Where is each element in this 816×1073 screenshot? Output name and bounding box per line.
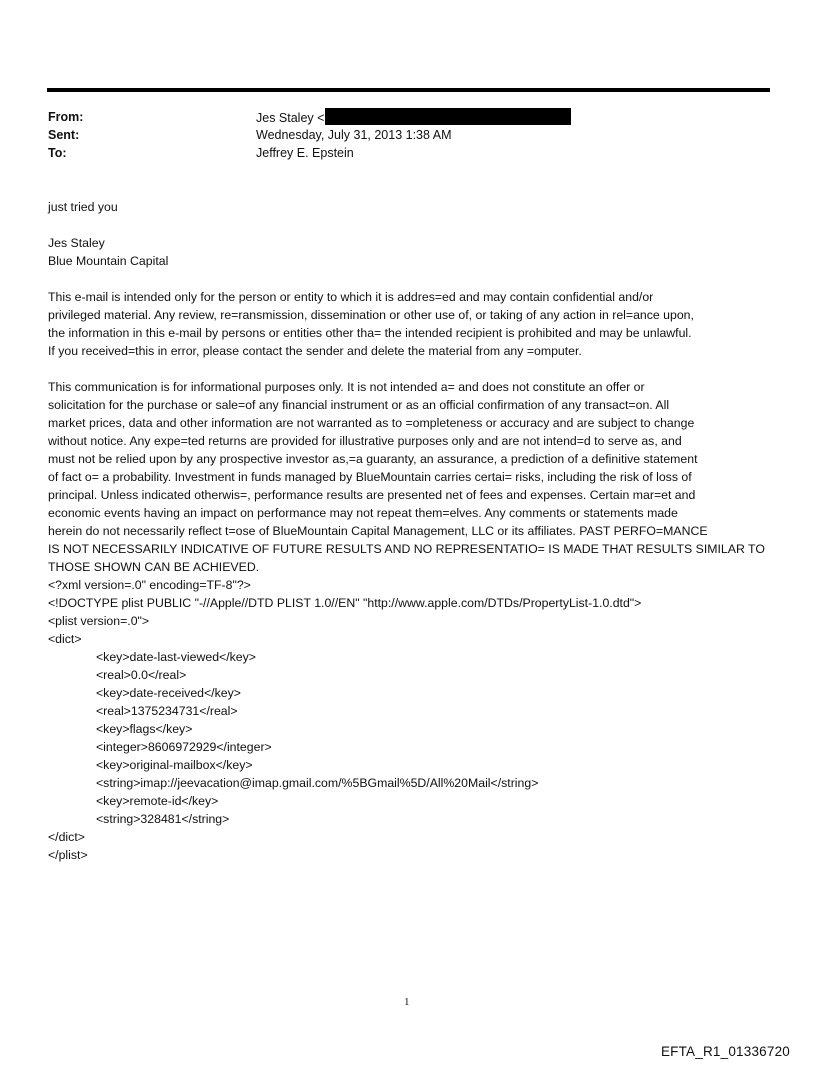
- disclaimer-line: IS NOT NECESSARILY INDICATIVE OF FUTURE RESULTS AND NO REPRESENTATIO= IS MADE THAT RESULTS SIMILAR TO: [48, 542, 765, 556]
- sent-label: Sent:: [48, 128, 80, 142]
- disclaimer-line: market prices, data and other information are not warranted as to =ompleteness or accuracy and are subject to change: [48, 416, 695, 430]
- to-label: To:: [48, 146, 67, 160]
- disclaimer-line: must not be relied upon by any prospective investor as,=a guaranty, an assurance, a prediction of a definitive statement: [48, 452, 698, 466]
- plist-open-tag: <plist version=.0">: [48, 614, 150, 628]
- plist-entry: <key>original-mailbox</key>: [96, 758, 253, 772]
- disclaimer-line: herein do not necessarily reflect t=ose of BlueMountain Capital Management, LLC or its affiliates. PAST PERFO=MANCE: [48, 524, 708, 538]
- header-rule: [47, 88, 770, 92]
- plist-entry: <key>date-last-viewed</key>: [96, 650, 256, 664]
- plist-entry: <real>0.0</real>: [96, 668, 187, 682]
- disclaimer-line: principal. Unless indicated otherwis=, performance results are presented net of fees and expenses. Certain mar=et and: [48, 488, 696, 502]
- plist-entry: <key>date-received</key>: [96, 686, 241, 700]
- page-number: 1: [404, 996, 410, 1008]
- from-label: From:: [48, 110, 84, 124]
- disclaimer-informational: [48, 378, 778, 864]
- plist-entry: <real>1375234731</real>: [96, 704, 238, 718]
- disclaimer-line: without notice. Any expe=ted returns are provided for illustrative purposes only and are not intend=d to serve as, and: [48, 434, 682, 448]
- disclaimer-line: economic events having an impact on performance may not repeat them=elves. Any comments or statements made: [48, 506, 678, 520]
- plist-doctype: <!DOCTYPE plist PUBLIC "-//Apple//DTD PLIST 1.0//EN" "http://www.apple.com/DTDs/PropertyList-1.0.dtd">: [48, 596, 642, 610]
- redaction-box: [325, 108, 571, 125]
- message-line: just tried you: [48, 200, 118, 214]
- plist-entry: <integer>8606972929</integer>: [96, 740, 272, 754]
- from-name: Jes Staley <: [256, 111, 325, 125]
- plist-entry: <key>flags</key>: [96, 722, 193, 736]
- disclaimer-line: This e-mail is intended only for the person or entity to which it is addres=ed and may contain confidential and/or: [48, 290, 654, 304]
- plist-dict-close: </dict>: [48, 830, 85, 844]
- to-value: Jeffrey E. Epstein: [256, 146, 354, 160]
- plist-dict-open: <dict>: [48, 632, 82, 646]
- from-value: [256, 108, 571, 127]
- plist-close-tag: </plist>: [48, 848, 88, 862]
- disclaimer-line: privileged material. Any review, re=ransmission, dissemination or other use of, or taking of any action in rel=ance upon,: [48, 308, 694, 322]
- plist-entry: <key>remote-id</key>: [96, 794, 219, 808]
- bates-number: EFTA_R1_01336720: [660, 1044, 790, 1059]
- plist-entry: <string>328481</string>: [96, 812, 230, 826]
- disclaimer-confidentiality: [48, 288, 778, 360]
- disclaimer-line: THOSE SHOWN CAN BE ACHIEVED.: [48, 560, 260, 574]
- disclaimer-line: solicitation for the purchase or sale=of any financial instrument or as an official confirmation of any transact=on. All: [48, 398, 670, 412]
- plist-entry: <string>imap://jeevacation@imap.gmail.com/%5BGmail%5D/All%20Mail</string>: [96, 776, 539, 790]
- disclaimer-line: If you received=this in error, please contact the sender and delete the material from any =omputer.: [48, 344, 582, 358]
- signature-company: Blue Mountain Capital: [48, 254, 169, 268]
- sent-value: Wednesday, July 31, 2013 1:38 AM: [256, 128, 452, 142]
- disclaimer-line: the information in this e-mail by persons or entities other tha= the intended recipient is prohibited and may be unlawful.: [48, 326, 692, 340]
- disclaimer-line: of fact o= a probability. Investment in funds managed by BlueMountain carries certai= risks, including the risk of loss of: [48, 470, 692, 484]
- plist-xml-declaration: <?xml version=.0" encoding=TF-8"?>: [48, 578, 251, 592]
- disclaimer-line: This communication is for informational purposes only. It is not intended a= and does not constitute an offer or: [48, 380, 645, 394]
- signature-name: Jes Staley: [48, 236, 105, 250]
